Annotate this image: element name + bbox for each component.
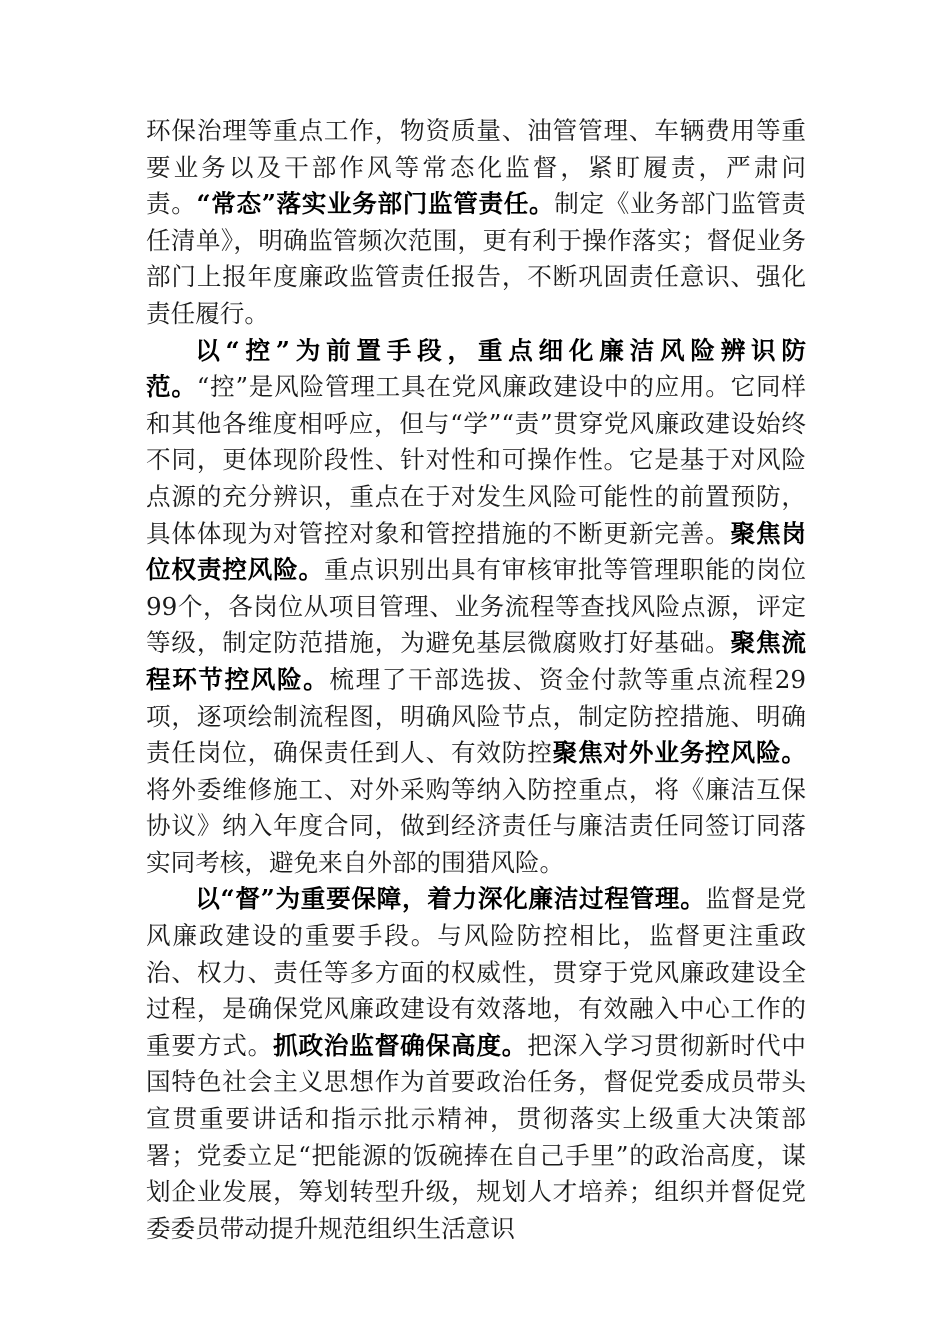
text-run: “控”是风险管理工具在党风廉政建设中的应用。它同样和其他各维度相呼应，但与“学”“责”贯穿党风廉政建设始终不同，更体现阶段性、针对性和可操作性。它是基于对风险点源的充分辨识，重点在于对发生风险可能性的前置预防，具体体现为对管控对象和管控措施的不断更新完善。 (146, 372, 806, 548)
bold-heading-run: 以“督”为重要保障，着力深化廉洁过程管理。 (195, 884, 706, 914)
paragraph-1 (146, 113, 806, 333)
document-body (146, 113, 806, 1247)
text-run: 把深入学习贯彻新时代中国特色社会主义思想作为首要政治任务，督促党委成员带头宣贯重要讲话和指示批示精神，贯彻落实上级重大决策部署；党委立足“把能源的饭碗捧在自己手里”的政治高度，谋划企业发展，筹划转型升级，规划人才培养；组织并督促党委委员带动提升规范组织生活意识 (146, 1030, 806, 1243)
bold-heading-run: 聚焦流程环节控风险。 (146, 628, 806, 694)
text-run: 监督是党风廉政建设的重要手段。与风险防控相比，监督更注重政治、权力、责任等多方面的权威性，贯穿于党风廉政建设全过程，是确保党风廉政建设有效落地，有效融入中心工作的重要方式。 (146, 884, 806, 1060)
bold-heading-run: 以“控”为前置手段，重点细化廉洁风险辨识防范。 (146, 335, 806, 402)
paragraph-2 (146, 333, 806, 882)
bold-heading-run: “常态”落实业务部门监管责任。 (196, 189, 555, 219)
text-run: 将外委维修施工、对外采购等纳入防控重点，将《廉洁互保协议》纳入年度合同，做到经济责任与廉洁责任同签订同落实同考核，避免来自外部的围猎风险。 (146, 774, 806, 877)
bold-heading-run: 聚焦岗位权责控风险。 (146, 518, 806, 585)
text-run: 环保治理等重点工作，物资质量、油管管理、车辆费用等重要业务以及干部作风等常态化监督，紧盯履责，严肃问责。 (146, 116, 806, 219)
bold-heading-run: 抓政治监督确保高度。 (273, 1030, 528, 1060)
paragraph-3 (146, 881, 806, 1247)
text-run: 梳理了干部选拔、资金付款等重点流程29项，逐项绘制流程图，明确风险节点，制定防控措施、明确责任岗位，确保责任到人、有效防控 (146, 664, 806, 768)
text-run: 重点识别出具有审核审批等管理职能的岗位99个，各岗位从项目管理、业务流程等查找风险点源，评定等级，制定防范措施，为避免基层微腐败打好基础。 (146, 555, 806, 658)
text-run: 制定《业务部门监管责任清单》，明确监管频次范围，更有利于操作落实；督促业务部门上报年度廉政监管责任报告，不断巩固责任意识、强化责任履行。 (146, 189, 806, 328)
bold-heading-run: 聚焦对外业务控风险。 (552, 738, 806, 768)
